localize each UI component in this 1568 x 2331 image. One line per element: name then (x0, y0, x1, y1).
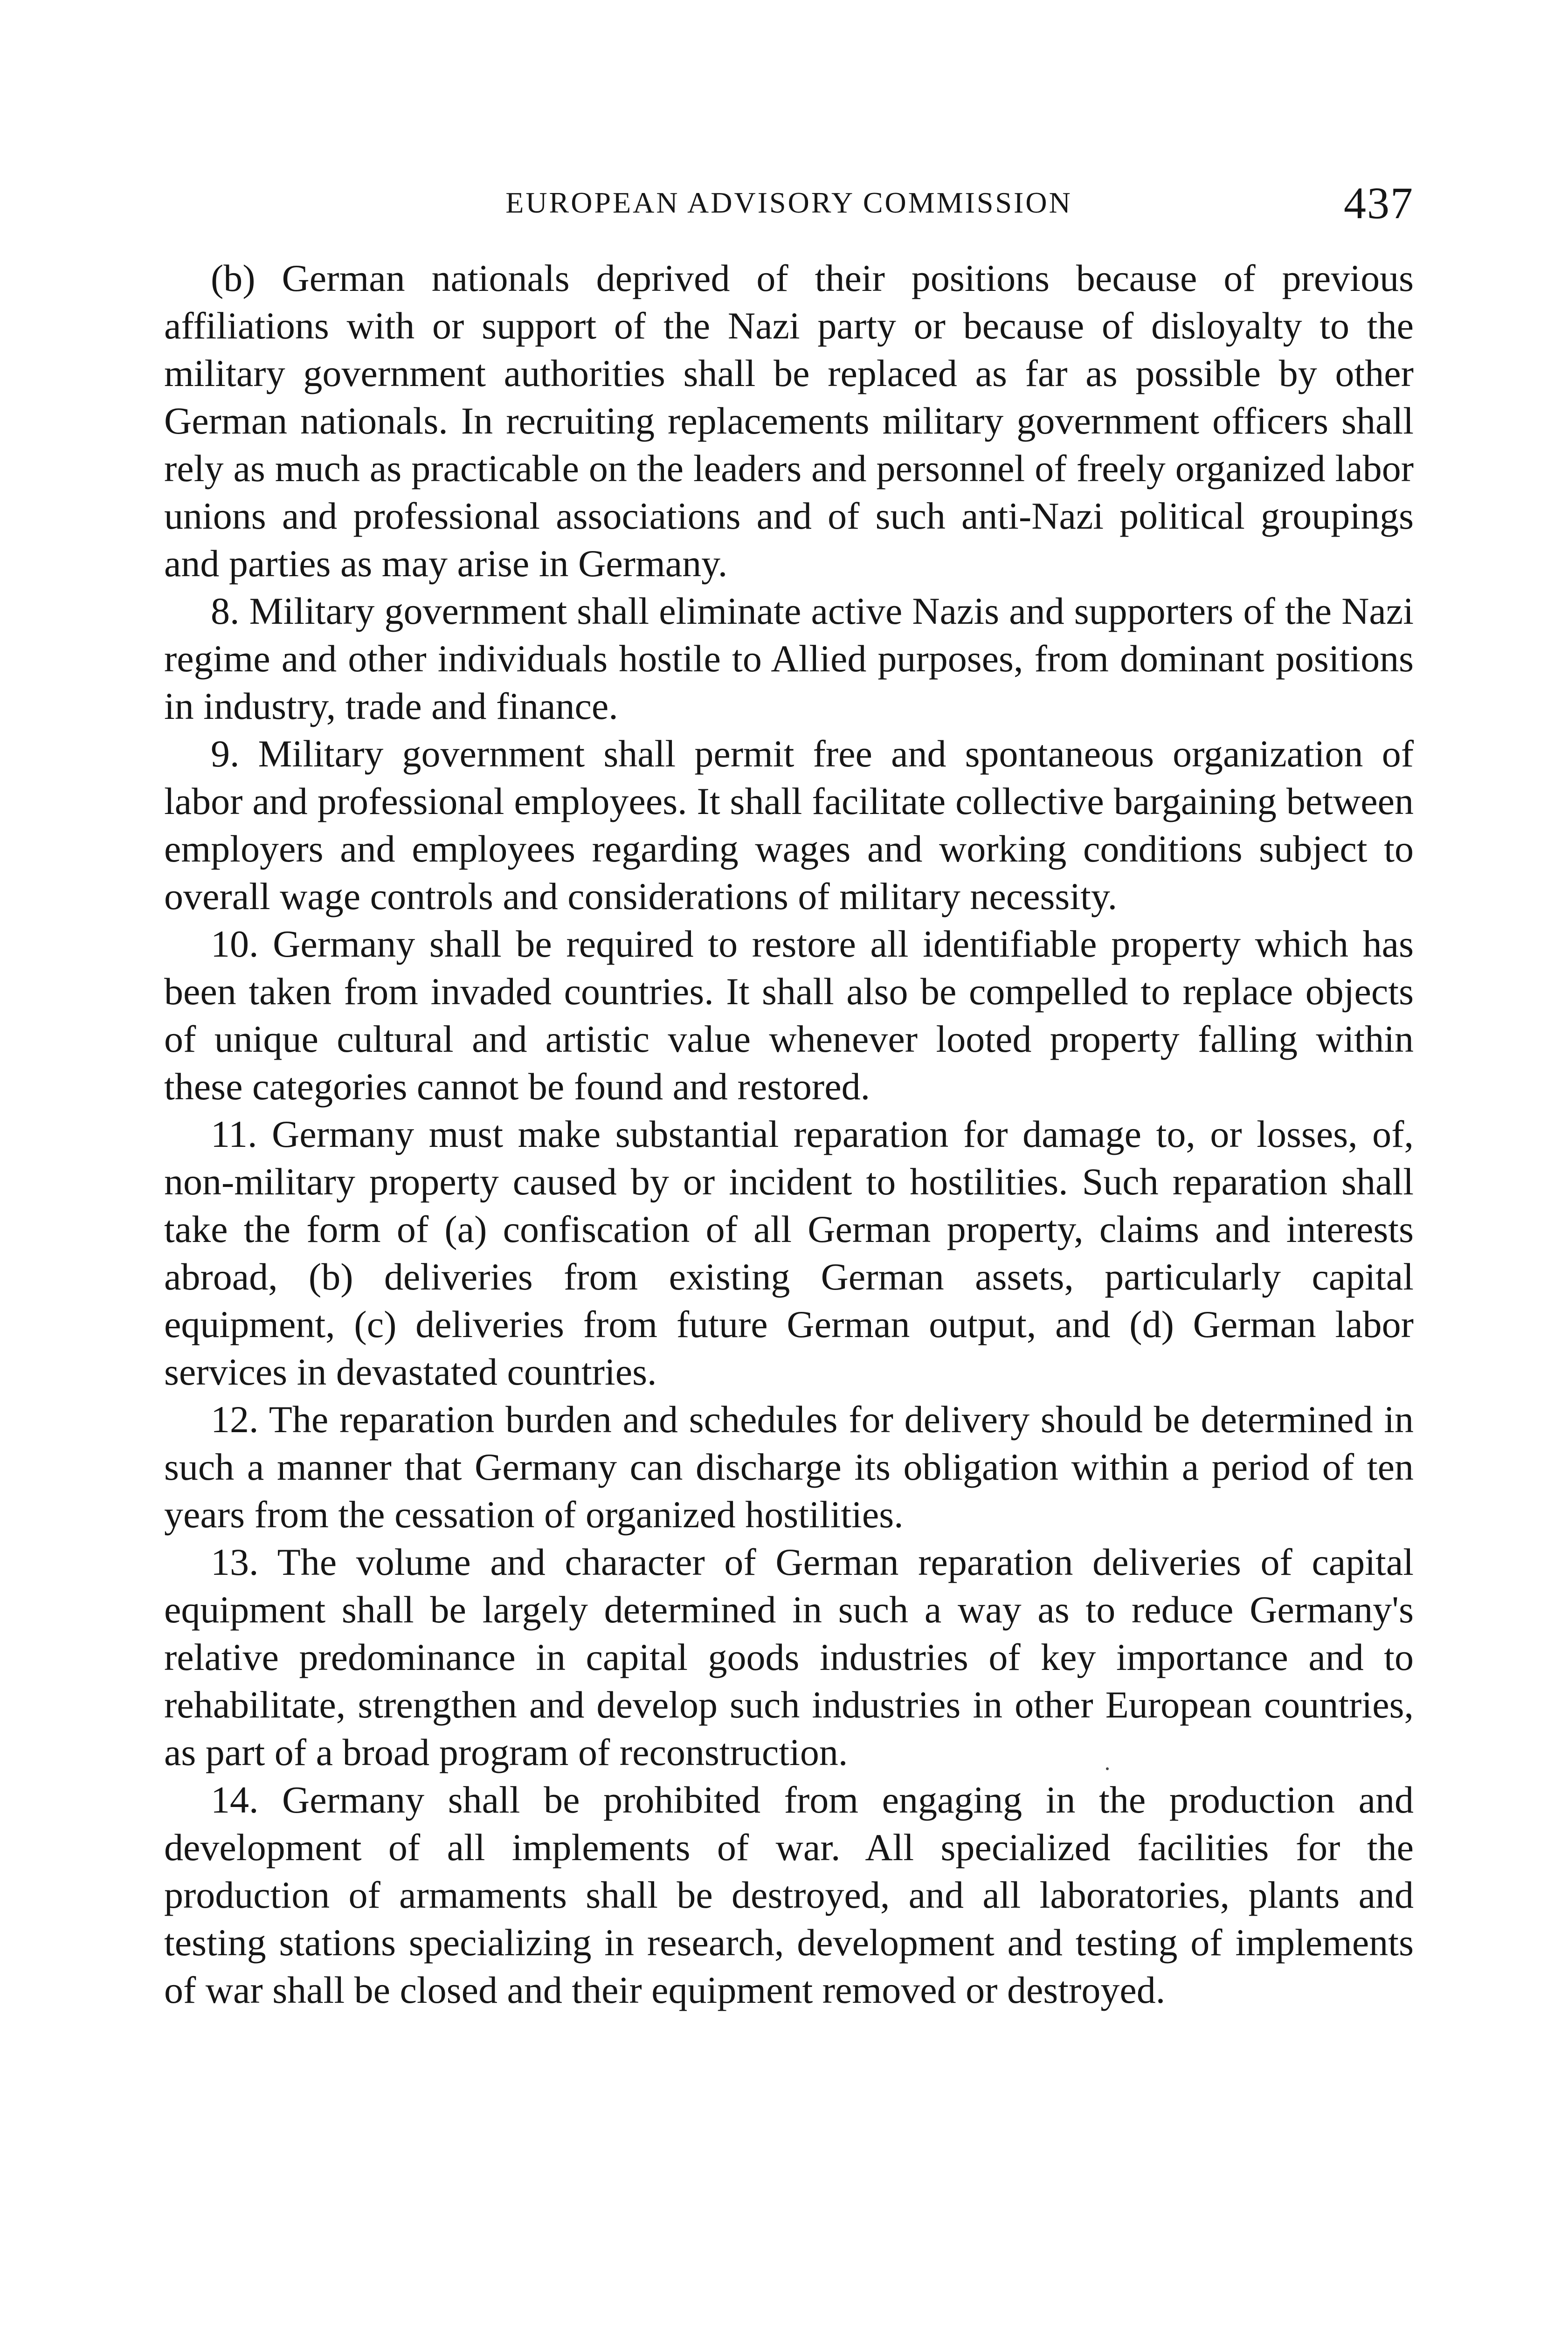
paragraph-13: 13. The volume and character of German reparation deliveries of capital equipment shall be largely determined in such a way as to reduce Germany's relative predominance in capital goods industries of key importance and to rehabilitate, strengthen and develop such industries in other European countries, as part of a broad program of reconstruction. (164, 1541, 1414, 1773)
paragraph-12: 12. The reparation burden and schedules for delivery should be determined in such a manner that Germany can discharge its obligation within a period of ten years from the cessation of organized hostilities. (164, 1398, 1414, 1536)
paragraph-b-german-nationals: (b) German nationals deprived of their positions because of previous affiliations with or support of the Nazi party or because of disloyalty to the military government authorities shall be replaced as far as possible by other German nationals. In recruiting replacements military government officers shall rely as much as practicable on the leaders and personnel of freely organized labor unions and professional associations and of such anti-Nazi political groupings and parties as may arise in Germany. (164, 257, 1414, 585)
paragraph-14: 14. Germany shall be prohibited from engaging in the production and development of all implements of war. All specialized facilities for the production of armaments shall be destroyed, and all laboratories, plants and testing stations specializing in research, development and testing of implements of war shall be closed and their equipment removed or destroyed. (164, 1779, 1414, 2011)
document-page (164, 177, 1414, 2331)
running-title: EUROPEAN ADVISORY COMMISSION (505, 186, 1072, 219)
print-speck (1106, 1767, 1109, 1770)
paragraph-10: 10. Germany shall be required to restore all identifiable property which has been taken from invaded countries. It shall also be compelled to replace objects of unique cultural and artistic value whenever looted property falling within these categories cannot be found and restored. (164, 923, 1414, 1108)
body-text (164, 255, 1414, 2014)
page-number: 437 (1344, 178, 1414, 228)
paragraph-9: 9. Military government shall permit free and spontaneous organization of labor and professional employees. It shall facilitate collective bargaining between employers and employees regarding wages and working conditions subject to overall wage controls and considerations of military necessity. (164, 732, 1414, 917)
paragraph-8: 8. Military government shall eliminate active Nazis and supporters of the Nazi regime and other individuals hostile to Allied purposes, from dominant positions in industry, trade and finance. (164, 590, 1414, 727)
running-head (164, 177, 1414, 228)
paragraph-11: 11. Germany must make substantial reparation for damage to, or losses, of, non-military property caused by or incident to hostilities. Such reparation shall take the form of (a) confiscation of all German property, claims and interests abroad, (b) deliveries from existing German assets, particularly capital equipment, (c) deliveries from future German output, and (d) German labor services in devastated countries. (164, 1113, 1414, 1393)
